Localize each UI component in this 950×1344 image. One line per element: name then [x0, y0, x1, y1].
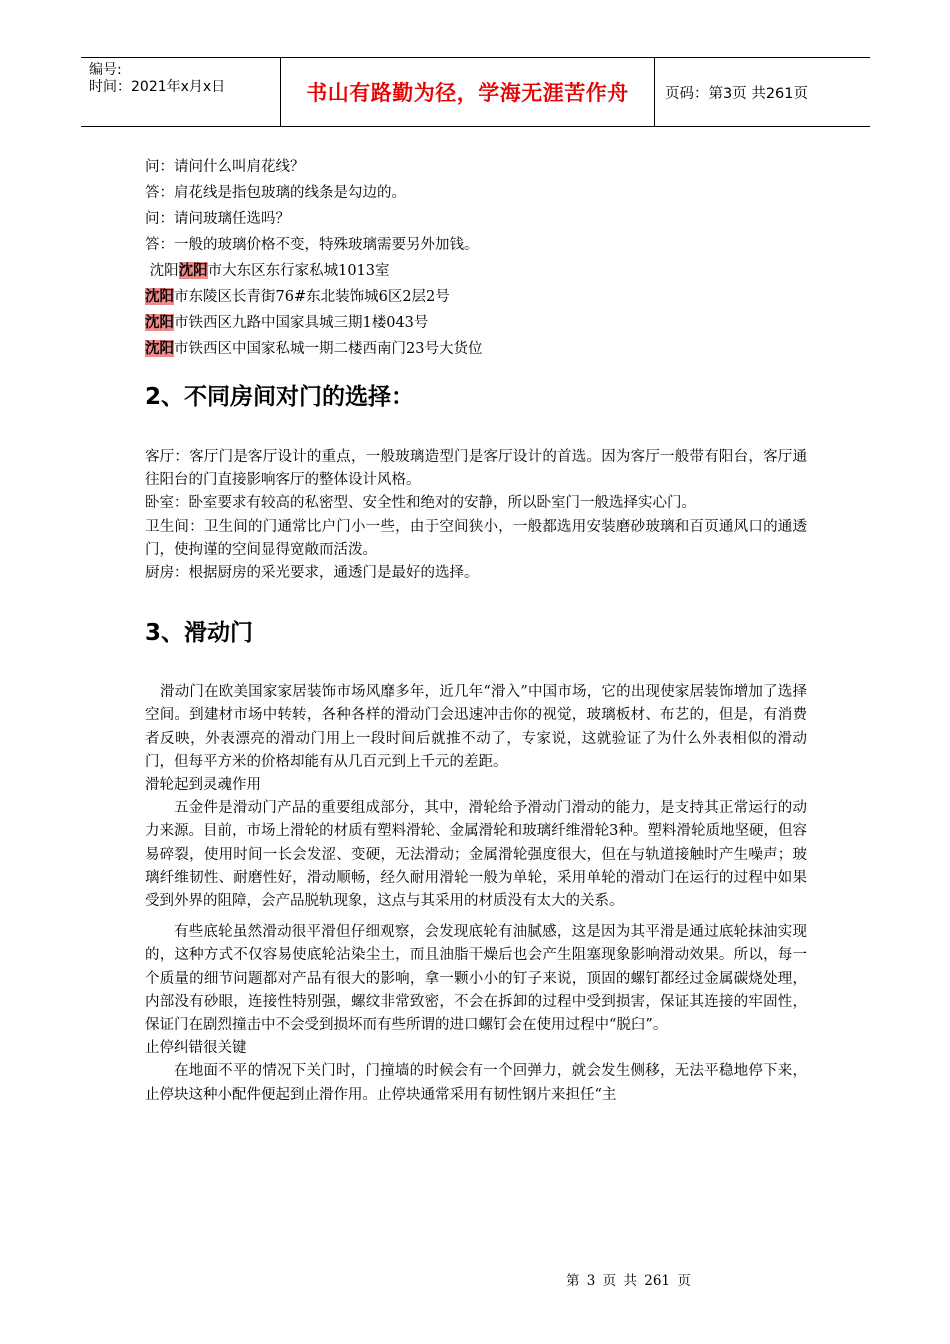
- header-motto: 书山有路勤为径，学海无涯苦作舟: [281, 58, 655, 126]
- section-2-paragraph: 厨房：根据厨房的采光要求，通透门是最好的选择。: [145, 565, 479, 582]
- page-footer: 第 3 页 共 261 页: [566, 1273, 691, 1289]
- address-line: [145, 284, 807, 310]
- address-highlight: 沈阳: [145, 314, 174, 331]
- number-label: 编号:: [89, 62, 122, 78]
- header-meta: [81, 58, 281, 126]
- address-highlight: 沈阳: [178, 262, 208, 279]
- address-line: [145, 258, 807, 284]
- subheading: 止停纠错很关键: [145, 1040, 247, 1057]
- section-2-title: 2、不同房间对门的选择：: [145, 384, 415, 410]
- section-3-paragraph: 五金件是滑动门产品的重要组成部分，其中，滑轮给予滑动门滑动的能力，是支持其正常运行的动力来源。目前，市场上滑轮的材质有塑料滑轮、金属滑轮和玻璃纤维滑轮3种。塑料滑轮质地坚硬，但容易碎裂，使用时间一长会发涩、变硬，无法滑动；金属滑轮强度很大，但在与轨道接触时产生噪声；玻璃纤维韧性、耐磨性好，滑动顺畅，经久耐用滑轮一般为单轮，采用单轮的滑动门在运行的过程中如果受到外界的阻障，会产品脱轨现象，这点与其采用的材质没有太大的关系。: [145, 800, 807, 910]
- page-header: [81, 57, 870, 127]
- section-2-paragraph: 卫生间：卫生间的门通常比户门小一些，由于空间狭小，一般都选用安装磨砂玻璃和百页通风口的通透门，使拘谨的空间显得宽敞而活泼。: [145, 518, 807, 558]
- section-3-paragraph: 在地面不平的情况下关门时，门撞墙的时候会有一个回弹力，就会发生侧移，无法平稳地停下来，止停块这种小配件便起到止滑作用。止停块通常采用有韧性钢片来担任“主: [145, 1063, 807, 1103]
- header-page-info: 页码：第3页 共261页: [665, 85, 809, 102]
- address-prefix: 沈阳: [149, 263, 179, 279]
- section-3-paragraph: 有些底轮虽然滑动很平滑但仔细观察，会发现底轮有油腻感，这是因为其平滑是通过底轮抹油实现的，这种方式不仅容易使底轮沾染尘土，而且油脂干燥后也会产生阻塞现象影响滑动效果。所以，每一个质量的细节问题都对产品有很大的影响，拿一颗小小的钉子来说，顶固的螺钉都经过金属碳烧处理，内部没有砂眼，连接性特别强，螺纹非常致密，不会在拆卸的过程中受到损害，保证其连接的牢固性，保证门在剧烈撞击中不会受到损坏而有些所谓的进口螺钉会在使用过程中“脱臼”。: [145, 924, 807, 1034]
- section-3-intro: 滑动门在欧美国家家居装饰市场风靡多年，近几年“滑入”中国市场，它的出现使家居装饰增加了选择空间。到建材市场中转转，各种各样的滑动门会迅速冲击你的视觉，玻璃板材、布艺的，但是，有消费者反映，外表漂亮的滑动门用上一段时间后就推不动了，专家说，这就验证了为什么外表相似的滑动门，但每平方米的价格却能有从几百元到上千元的差距。: [145, 684, 807, 770]
- qa-line: 答：一般的玻璃价格不变，特殊玻璃需要另外加钱。: [145, 237, 479, 253]
- address-highlight: 沈阳: [145, 288, 174, 305]
- qa-line: 答：肩花线是指包玻璃的线条是勾边的。: [145, 185, 406, 201]
- address-text: 市铁西区中国家私城一期二楼西南门23号大货位: [174, 341, 483, 357]
- subheading: 滑轮起到灵魂作用: [145, 777, 261, 794]
- address-text: 市铁西区九路中国家具城三期1楼043号: [174, 315, 429, 331]
- time-label: 时间：2021年x月x日: [89, 79, 226, 95]
- section-3-title: 3、滑动门: [145, 620, 254, 647]
- qa-line: 问：请问什么叫肩花线？: [145, 159, 305, 175]
- section-2-paragraph: 卧室：卧室要求有较高的私密型、安全性和绝对的安静，所以卧室门一般选择实心门。: [145, 495, 696, 512]
- address-line: [145, 310, 807, 336]
- section-2-paragraph: 客厅：客厅门是客厅设计的重点，一般玻璃造型门是客厅设计的首选。因为客厅一般带有阳台，客厅通往阳台的门直接影响客厅的整体设计风格。: [145, 449, 807, 489]
- qa-line: 问：请问玻璃任选吗？: [145, 211, 290, 227]
- address-text: 市大东区东行家私城1013室: [207, 263, 390, 279]
- address-line: [145, 336, 807, 362]
- address-highlight: 沈阳: [145, 340, 174, 357]
- address-text: 市东陵区长青街76#东北装饰城6区2层2号: [174, 289, 450, 305]
- document-body: [145, 154, 807, 1107]
